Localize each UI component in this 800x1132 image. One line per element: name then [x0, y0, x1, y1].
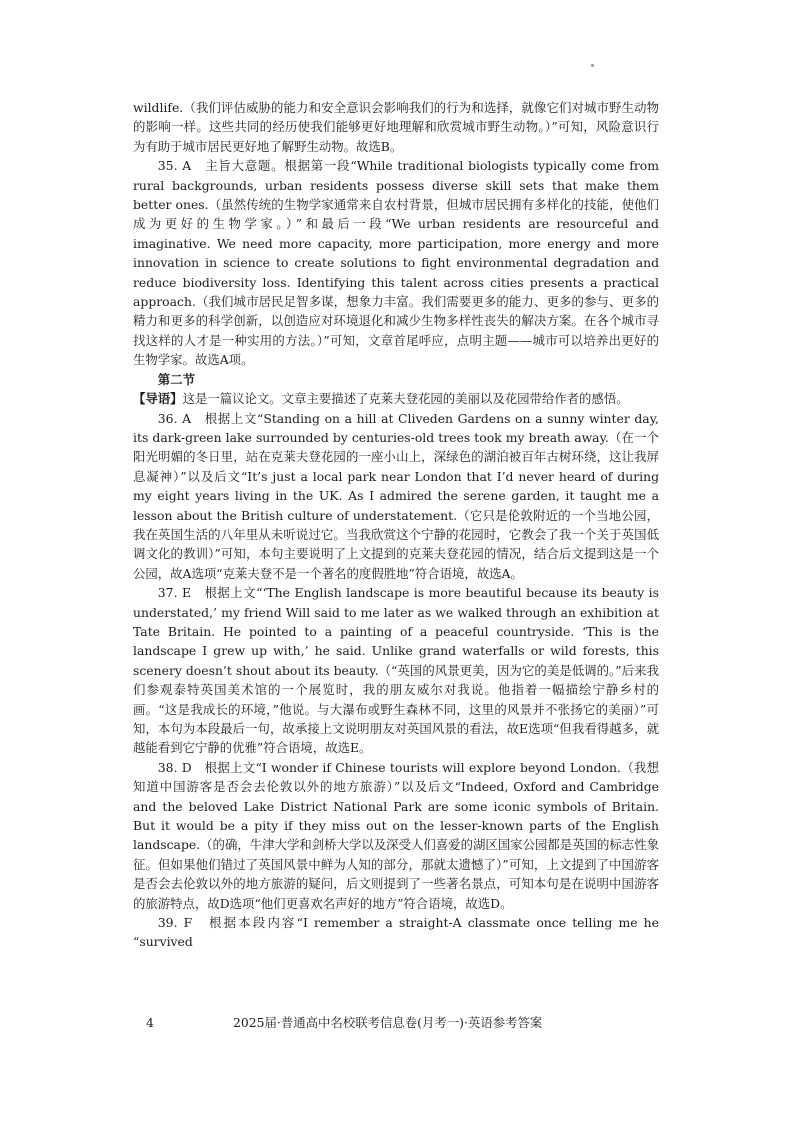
page-number: 4 [146, 1015, 154, 1030]
lead-text: 这是一篇议论文。文章主要描述了克莱夫登花园的美丽以及花园带给作者的感悟。 [182, 391, 629, 407]
answer-37: 37. E 根据上文“‘The English landscape is more beautiful because its beauty is understated,’ my friend Will said to me later as we walked through an exhibition at Tate Britain. He pointed to a painting of a peaceful countryside. ‘This is the landscape I grew up with,’ he said. Unlike grand waterfalls or wild forests, this scenery doesn’t shout about its beauty.（“英国的风景更美，因为它的美是低调的。”后来我们参观泰特英国美术馆的一个展览时，我的朋友威尔对我说。他指着一幅描绘宁静乡村的画。“这是我成长的环境，”他说。与大瀑布或野生森林不同，这里的风景并不张扬它的美丽）”可知，本句为本段最后一句，故承接上文说明朋友对英国风景的看法，故E选项“但我看得越多，就越能看到它宁静的优雅”符合语境，故选E。 [133, 585, 659, 756]
lead-label: 【导语】 [133, 391, 183, 407]
answer-39: 39. F 根据本段内容“I remember a straight-A classmate once telling me he “survived [133, 915, 659, 950]
answer-35: 35. A 主旨大意题。根据第一段“While traditional biologists typically come from rural backgrounds, urban residents possess diverse skill sets that make them better ones.（虽然传统的生物学家通常来自农村背景，但城市居民拥有多样化的技能，使他们成为更好的生物学家。）”和最后一段“We urban residents are resourceful and imaginative. We need more capacity, more participation, more energy and more innovation in science to create solutions to fight environmental degradation and reduce biodiversity loss. Identifying this talent across cities presents a practical approach.（我们城市居民足智多谋，想象力丰富。我们需要更多的能力、更多的参与、更多的精力和更多的科学创新，以创造应对环境退化和减少生物多样性丧失的解决方案。在各个城市寻找这样的人才是一种实用的方法。）”可知，文章首尾呼应，点明主题——城市可以培养出更好的生物学家。故选A项。 [133, 158, 659, 368]
answer-38: 38. D 根据上文“I wonder if Chinese tourists will explore beyond London.（我想知道中国游客是否会去伦敦以外的地方旅游）”以及后文“Indeed, Oxford and Cambridge and the beloved Lake District National Park are some iconic symbols of Britain. But it would be a pity if they miss out on the lesser-known parts of the English landscape.（的确，牛津大学和剑桥大学以及深受人们喜爱的湖区国家公园都是英国的标志性象征。但如果他们错过了英国风景中鲜为人知的部分，那就太遗憾了）”可知，上文提到了中国游客是否会去伦敦以外的地方旅游的疑问，后文则提到了一些著名景点，可知本句是在说明中国游客的旅游特点，故D选项“他们更喜欢名声好的地方”符合语境，故选D。 [133, 759, 659, 911]
paragraph-wildlife-continuation: wildlife.（我们评估威胁的能力和安全意识会影响我们的行为和选择，就像它们对城市野生动物的影响一样。这些共同的经历使我们能够更好地理解和欣赏城市野生动物。）”可知，风险意识行为有助于城市居民更好地了解野生动物。故选B。 [133, 100, 659, 154]
section-title: 第二节 [157, 371, 195, 387]
scan-mark [591, 64, 594, 67]
lead-paragraph [133, 389, 659, 408]
answer-content [133, 98, 659, 952]
footer-title: 2025届·普通高中名校联考信息卷(月考一)·英语参考答案 [233, 1015, 543, 1030]
answer-36: 36. A 根据上文“Standing on a hill at Cliveden Gardens on a sunny winter day, its dark-green lake surrounded by centuries-old trees took my breath away.（在一个阳光明媚的冬日里，站在克莱夫登花园的一座小山上，深绿色的湖泊被百年古树环绕，这让我屏息凝神）”以及后文“It’s just a local park near London that I’d never heard of during my eight years living in the UK. As I admired the serene garden, it taught me a lesson about the British culture of understatement.（它只是伦敦附近的一个当地公园，我在英国生活的八年里从未听说过它。当我欣赏这个宁静的花园时，它教会了我一个关于英国低调文化的教训）”可知，本句主要说明了上文提到的克莱夫登花园的情况，结合后文提到这是一个公园，故A选项“克莱夫登不是一个著名的度假胜地”符合语境，故选A。 [133, 410, 659, 581]
